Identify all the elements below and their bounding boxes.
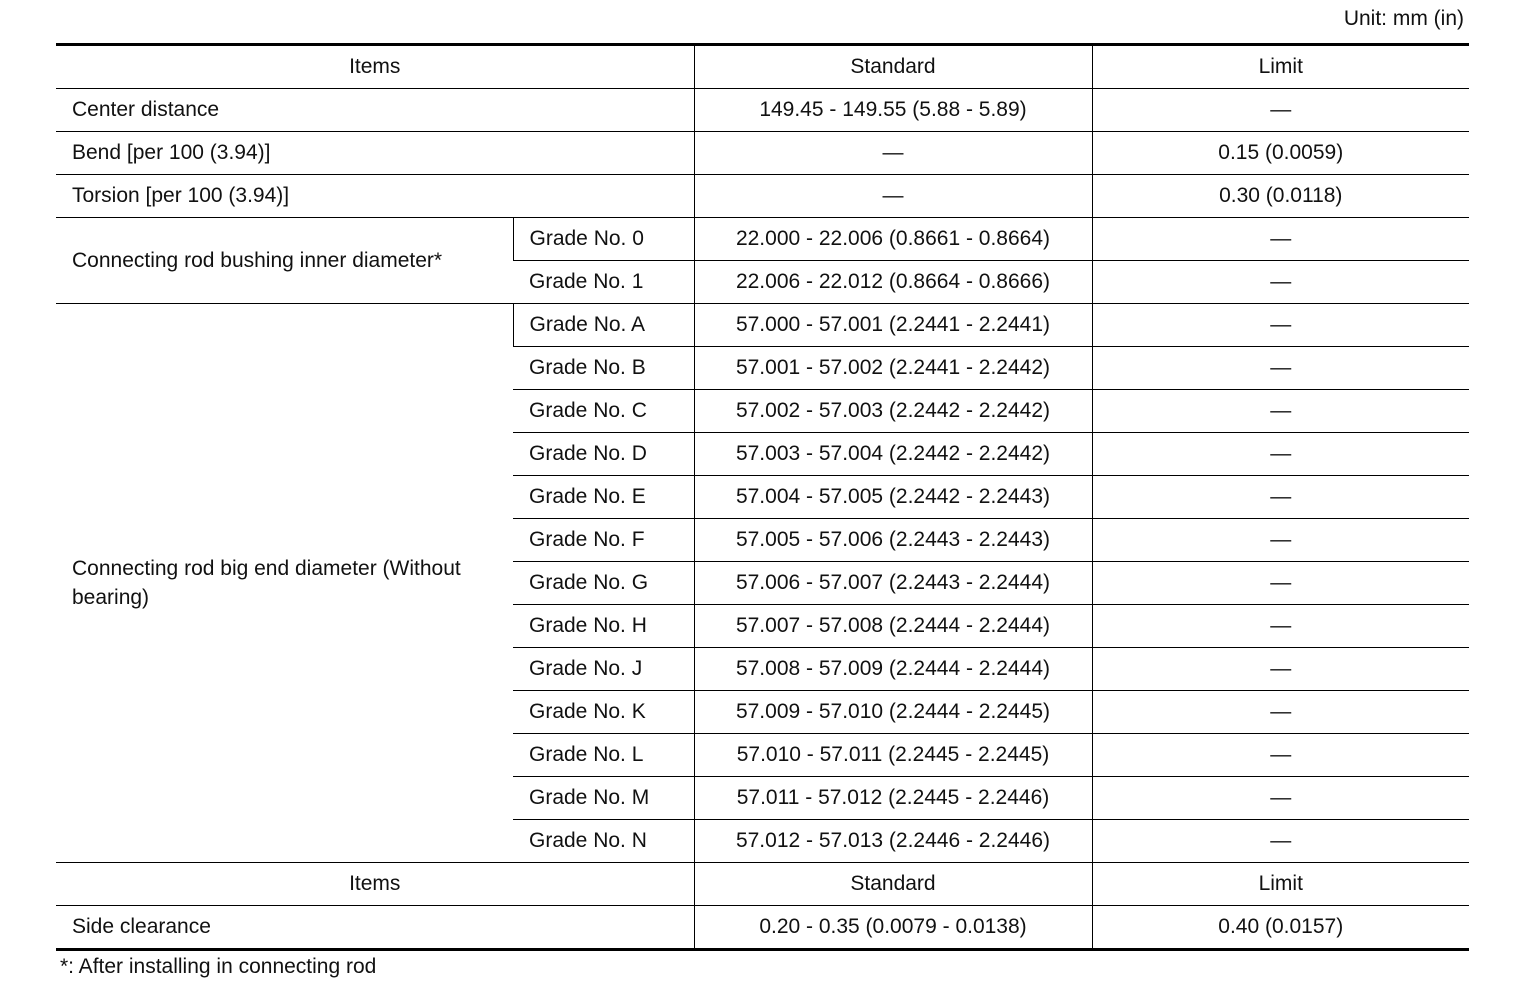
limit-cell: — bbox=[1092, 648, 1469, 691]
standard-cell: — bbox=[694, 132, 1092, 175]
grade-cell: Grade No. G bbox=[513, 562, 694, 605]
grade-cell: Grade No. J bbox=[513, 648, 694, 691]
header-items: Items bbox=[56, 45, 694, 89]
standard-cell: 57.008 - 57.009 (2.2444 - 2.2444) bbox=[694, 648, 1092, 691]
header-limit: Limit bbox=[1092, 863, 1469, 906]
standard-cell: 57.011 - 57.012 (2.2445 - 2.2446) bbox=[694, 777, 1092, 820]
grade-cell: Grade No. A bbox=[513, 304, 694, 347]
grade-cell: Grade No. K bbox=[513, 691, 694, 734]
limit-cell: — bbox=[1092, 476, 1469, 519]
row-bushing-grade-0 bbox=[56, 218, 1469, 261]
header-standard: Standard bbox=[694, 45, 1092, 89]
grade-cell: Grade No. 0 bbox=[513, 218, 694, 261]
limit-cell: — bbox=[1092, 347, 1469, 390]
unit-label: Unit: mm (in) bbox=[1343, 7, 1464, 30]
limit-cell: — bbox=[1092, 218, 1469, 261]
item-cell: Bend [per 100 (3.94)] bbox=[56, 132, 694, 175]
standard-cell: 57.012 - 57.013 (2.2446 - 2.2446) bbox=[694, 820, 1092, 863]
standard-cell: — bbox=[694, 175, 1092, 218]
standard-cell: 22.000 - 22.006 (0.8661 - 0.8664) bbox=[694, 218, 1092, 261]
item-cell: Side clearance bbox=[56, 906, 694, 950]
header-items: Items bbox=[56, 863, 694, 906]
limit-cell: — bbox=[1092, 777, 1469, 820]
header-limit: Limit bbox=[1092, 45, 1469, 89]
row-torsion bbox=[56, 175, 1469, 218]
row-center-distance bbox=[56, 89, 1469, 132]
connecting-rod-spec-table bbox=[56, 43, 1469, 951]
grade-cell: Grade No. N bbox=[513, 820, 694, 863]
big-end-item-cell: Connecting rod big end diameter (Without bearing) bbox=[56, 304, 513, 863]
grade-cell: Grade No. E bbox=[513, 476, 694, 519]
limit-cell: — bbox=[1092, 605, 1469, 648]
limit-cell: — bbox=[1092, 433, 1469, 476]
grade-cell: Grade No. B bbox=[513, 347, 694, 390]
standard-cell: 57.006 - 57.007 (2.2443 - 2.2444) bbox=[694, 562, 1092, 605]
standard-cell: 57.009 - 57.010 (2.2444 - 2.2445) bbox=[694, 691, 1092, 734]
standard-cell: 57.010 - 57.011 (2.2445 - 2.2445) bbox=[694, 734, 1092, 777]
grade-cell: Grade No. D bbox=[513, 433, 694, 476]
standard-cell: 57.005 - 57.006 (2.2443 - 2.2443) bbox=[694, 519, 1092, 562]
row-big-end-grade-a bbox=[56, 304, 1469, 347]
item-cell: Torsion [per 100 (3.94)] bbox=[56, 175, 694, 218]
grade-cell: Grade No. C bbox=[513, 390, 694, 433]
limit-cell: — bbox=[1092, 734, 1469, 777]
grade-cell: Grade No. 1 bbox=[513, 261, 694, 304]
standard-cell: 57.004 - 57.005 (2.2442 - 2.2443) bbox=[694, 476, 1092, 519]
item-cell: Center distance bbox=[56, 89, 694, 132]
grade-cell: Grade No. F bbox=[513, 519, 694, 562]
row-bend bbox=[56, 132, 1469, 175]
limit-cell: — bbox=[1092, 562, 1469, 605]
footnote: *: After installing in connecting rod bbox=[60, 955, 377, 978]
standard-cell: 149.45 - 149.55 (5.88 - 5.89) bbox=[694, 89, 1092, 132]
header-row bbox=[56, 45, 1469, 89]
standard-cell: 22.006 - 22.012 (0.8664 - 0.8666) bbox=[694, 261, 1092, 304]
grade-cell: Grade No. L bbox=[513, 734, 694, 777]
limit-cell: — bbox=[1092, 304, 1469, 347]
standard-cell: 57.000 - 57.001 (2.2441 - 2.2441) bbox=[694, 304, 1092, 347]
limit-cell: — bbox=[1092, 820, 1469, 863]
limit-cell: — bbox=[1092, 519, 1469, 562]
standard-cell: 57.003 - 57.004 (2.2442 - 2.2442) bbox=[694, 433, 1092, 476]
standard-cell: 57.002 - 57.003 (2.2442 - 2.2442) bbox=[694, 390, 1092, 433]
standard-cell: 57.007 - 57.008 (2.2444 - 2.2444) bbox=[694, 605, 1092, 648]
limit-cell: — bbox=[1092, 261, 1469, 304]
standard-cell: 0.20 - 0.35 (0.0079 - 0.0138) bbox=[694, 906, 1092, 950]
standard-cell: 57.001 - 57.002 (2.2441 - 2.2442) bbox=[694, 347, 1092, 390]
row-side-clearance bbox=[56, 906, 1469, 950]
limit-cell: 0.40 (0.0157) bbox=[1092, 906, 1469, 950]
limit-cell: 0.15 (0.0059) bbox=[1092, 132, 1469, 175]
grade-cell: Grade No. H bbox=[513, 605, 694, 648]
header-row-2 bbox=[56, 863, 1469, 906]
grade-cell: Grade No. M bbox=[513, 777, 694, 820]
bushing-item-cell: Connecting rod bushing inner diameter* bbox=[56, 218, 513, 304]
limit-cell: — bbox=[1092, 390, 1469, 433]
limit-cell: 0.30 (0.0118) bbox=[1092, 175, 1469, 218]
limit-cell: — bbox=[1092, 691, 1469, 734]
header-standard: Standard bbox=[694, 863, 1092, 906]
limit-cell: — bbox=[1092, 89, 1469, 132]
